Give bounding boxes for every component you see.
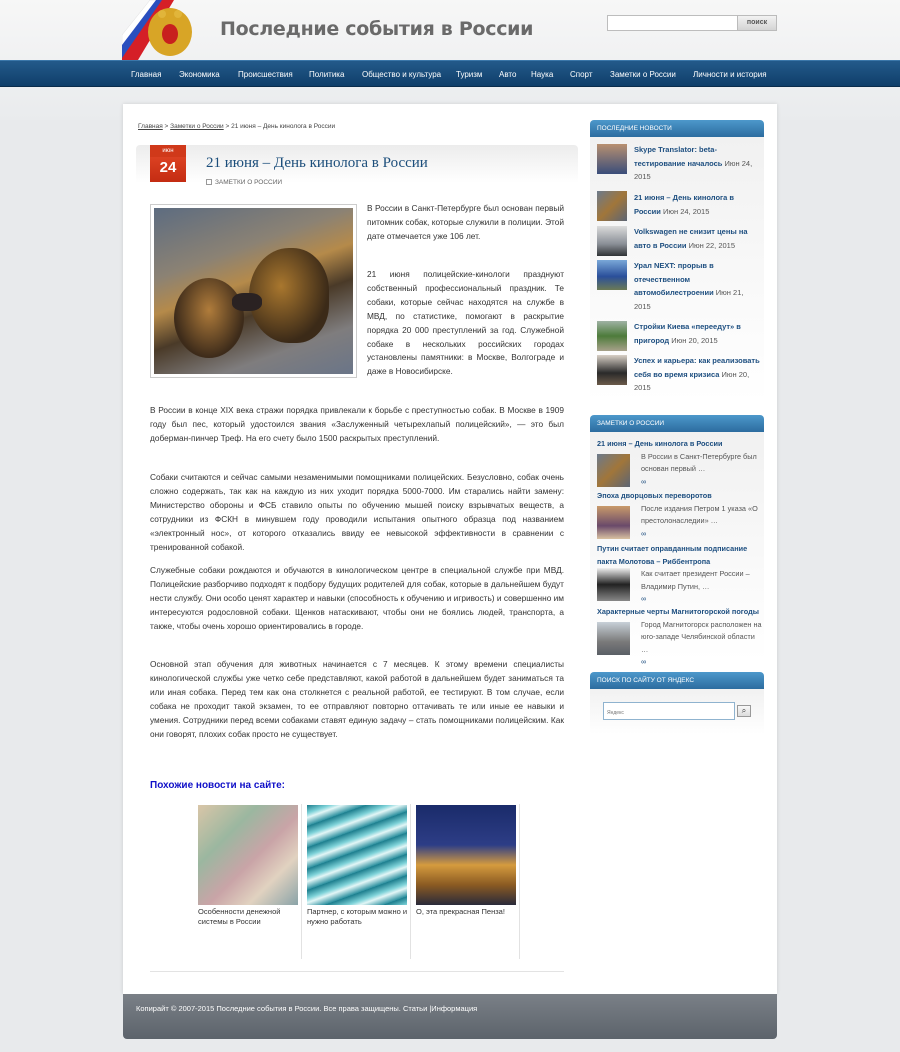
post-category-link[interactable]: ЗАМЕТКИ О РОССИИ bbox=[215, 179, 283, 186]
news-item bbox=[597, 320, 762, 347]
read-more-link[interactable]: ∞ bbox=[641, 594, 647, 603]
tiles-thumbnail[interactable] bbox=[307, 805, 407, 905]
notes-thumbnail[interactable] bbox=[597, 622, 630, 655]
post-paragraph: Основной этап обучения для животных начинается с 7 месяцев. К этому времени специалисты кинологической службы уже четко себе представляют, какой работой в дальнейшем будет заниматься та или иная собака. Перед тем как она столкнется с реальной работой, ее тестируют. В том случае, если собака не проходит такой экзамен, то ее отправляют повторно оттачивать те или иные ее навыки и умения. Сотрудники перед всеми собаками ставят единую задачу – стать помощниками полицейским. Как они говорят, плохих собак просто не существует. bbox=[150, 659, 564, 739]
notes-item-text: Как считает президент России – Владимир Путин, … bbox=[641, 569, 750, 591]
breadcrumb-current: 21 июня – День кинолога в России bbox=[231, 123, 336, 130]
notes-item-title[interactable]: 21 июня – День кинолога в России bbox=[597, 439, 723, 448]
news-item-title[interactable]: Стройки Киева «переедут» в пригород bbox=[634, 322, 741, 345]
site-title[interactable]: Последние события в России bbox=[220, 18, 534, 40]
news-item-title[interactable]: Урал NEXT: прорыв в отечественном автомобилестроении bbox=[634, 261, 714, 297]
news-item-date: Июн 22, 2015 bbox=[688, 240, 736, 250]
notes-item-title[interactable]: Путин считает оправданным подписание пакта Молотова – Риббентропа bbox=[597, 544, 748, 566]
notes-item-text: После издания Петром 1 указа «О престолонаследии» … bbox=[641, 503, 758, 525]
news-item bbox=[597, 143, 762, 184]
divider bbox=[150, 971, 564, 972]
notes-thumbnail[interactable] bbox=[597, 506, 630, 539]
news-item-date: Июн 24, 2015 bbox=[662, 206, 710, 216]
news-item bbox=[597, 259, 762, 313]
read-more-link[interactable]: ∞ bbox=[641, 657, 647, 666]
breadcrumb bbox=[138, 123, 335, 130]
notes-item-title[interactable]: Эпоха дворцовых переворотов bbox=[597, 491, 712, 500]
read-more-link[interactable]: ∞ bbox=[641, 528, 647, 538]
yandex-search-input[interactable] bbox=[603, 702, 735, 720]
news-item-date: Июн 24, 2015 bbox=[634, 158, 753, 181]
news-item-date: Июн 21, 2015 bbox=[634, 288, 744, 311]
news-item-title[interactable]: Skype Translator: beta-тестирование началось bbox=[634, 145, 723, 168]
nav-item-science[interactable]: Наука bbox=[531, 70, 554, 79]
news-item-title[interactable]: Успех и карьера: как реализовать себя во время кризиса bbox=[634, 356, 760, 379]
notes-item-title[interactable]: Характерные черты Магнитогорской погоды bbox=[597, 607, 759, 616]
post-title[interactable]: 21 июня – День кинолога в России bbox=[206, 155, 428, 171]
related-item-caption[interactable]: Особенности денежной системы в России bbox=[198, 907, 281, 926]
nav-item-home[interactable]: Главная bbox=[131, 70, 162, 79]
search-icon[interactable]: ⌕ bbox=[737, 705, 751, 717]
breadcrumb-separator: > bbox=[162, 123, 171, 130]
post-paragraph: Собаки считаются и сейчас самыми незаменимыми помощниками полицейских. Безусловно, собак очень сложно содержать, так как на каждую из них уходит порядка 5000-7000. Им старались найти замену: Министерство обороны и ФСБ ставило опыты по обучению мышей поиску взрывчатых веществ, а сотрудники из ФСКН в минувшем году проводили испытания опытного образца под названием «электронный нос», от которого отказались ввиду ее невысокой эффективности в сравнении с тренированной собакой. bbox=[150, 472, 564, 552]
footer-copyright: Копирайт © 2007-2015 Последние события в России. Все права защищены. Статьи |Информация bbox=[136, 1004, 478, 1013]
related-item[interactable] bbox=[415, 804, 520, 959]
related-item[interactable] bbox=[197, 804, 302, 959]
post-image bbox=[150, 204, 357, 378]
nav-item-economy[interactable]: Экономика bbox=[179, 70, 220, 79]
breadcrumb-home[interactable]: Главная bbox=[138, 123, 163, 130]
nav-item-notes[interactable]: Заметки о России bbox=[610, 70, 676, 79]
russian-coat-of-arms-logo[interactable] bbox=[122, 0, 200, 60]
notes-item-text: В России в Санкт-Петербурге был основан первый … bbox=[641, 451, 757, 473]
post-paragraph: В России в конце XIX века стражи порядка привлекали к борьбе с преступностью собак. В Москве в 1909 году был пес, который удостоился звания «Заслуженный четырехлапый полицейский», — это был доберман-пинчер Треф. На его счету было 1500 раскрытых преступлений. bbox=[150, 405, 564, 443]
footer bbox=[123, 994, 777, 1039]
notes-thumbnail[interactable] bbox=[597, 568, 630, 601]
related-item[interactable] bbox=[306, 804, 411, 959]
folder-icon bbox=[206, 179, 212, 185]
nav-item-incidents[interactable]: Происшествия bbox=[238, 70, 293, 79]
news-item-title[interactable]: Volkswagen не снизит цены на авто в России bbox=[634, 227, 748, 250]
news-item bbox=[597, 354, 762, 395]
notes-thumbnail[interactable] bbox=[597, 454, 630, 487]
search-input[interactable] bbox=[607, 15, 738, 31]
notes-item-text: Город Магнитогорск расположен на юго-западе Челябинской области … bbox=[641, 619, 762, 654]
nav-item-sport[interactable]: Спорт bbox=[570, 70, 593, 79]
notes-header: ЗАМЕТКИ О РОССИИ bbox=[590, 415, 764, 432]
related-item-caption[interactable]: Партнер, с которым можно и нужно работать bbox=[307, 907, 408, 926]
yandex-search-header: ПОИСК ПО САЙТУ ОТ ЯНДЕКС bbox=[590, 672, 764, 689]
news-item-title[interactable]: 21 июня – День кинолога в России bbox=[634, 193, 735, 216]
post-category bbox=[206, 179, 282, 186]
post-paragraph: 21 июня полицейские-кинологи празднуют собственный профессиональный праздник. Те собаки, которые сейчас находятся на службе в МВД, по статистике, помогают в раскрытие порядка 20 000 преступлений за год. Служебной собаке в нескольких российских городах установлены памятники: в Москве, Волгограде и даже в Новосибирске. bbox=[367, 269, 564, 377]
main-navbar bbox=[0, 60, 900, 87]
post-paragraph: Служебные собаки рождаются и обучаются в кинологическом центре в специальной службе при МВД. Полицейские разборчиво подходят к подбору будущих родителей для собак, которые в дальнейшем будут нести службу. Они особо ценят характер и навыки (способность к обучению и игривость) и совершенно им интересуются родословной собаки. Щенков натаскивают, чтобы они не боялись людей, транспорта, а также, чтобы очень хорошо ориентировались в городе. bbox=[150, 565, 564, 631]
money-thumbnail[interactable] bbox=[198, 805, 298, 905]
nav-item-society[interactable]: Общество и культура bbox=[362, 70, 442, 79]
related-news-title: Похожие новости на сайте: bbox=[150, 780, 285, 791]
search-button[interactable]: поиск bbox=[737, 15, 777, 31]
related-item-caption[interactable]: О, эта прекрасная Пенза! bbox=[416, 907, 505, 916]
nav-item-persons[interactable]: Личности и история bbox=[693, 70, 767, 79]
post-date-day: 24 bbox=[159, 159, 177, 176]
news-item bbox=[597, 225, 762, 252]
latest-news-header: ПОСЛЕДНИЕ НОВОСТИ bbox=[590, 120, 764, 137]
nav-item-auto[interactable]: Авто bbox=[499, 70, 517, 79]
building-thumbnail[interactable] bbox=[416, 805, 516, 905]
news-item-date: Июн 20, 2015 bbox=[634, 369, 750, 392]
read-more-link[interactable]: ∞ bbox=[641, 476, 647, 486]
news-item-date: Июн 20, 2015 bbox=[671, 335, 718, 345]
police-dog-photo bbox=[154, 208, 353, 374]
nav-item-tourism[interactable]: Туризм bbox=[456, 70, 483, 79]
news-item bbox=[597, 191, 762, 218]
breadcrumb-section[interactable]: Заметки о России bbox=[170, 123, 224, 130]
post-date-badge bbox=[150, 145, 186, 182]
breadcrumb-separator: > bbox=[223, 123, 232, 130]
nav-item-politics[interactable]: Политика bbox=[309, 70, 345, 79]
post-date-month: июн bbox=[150, 145, 186, 157]
site-header bbox=[0, 0, 900, 60]
post-paragraph: В России в Санкт-Петербурге был основан первый питомник собак, которые служили в полиции. Этой дате отмечается уже 106 лет. bbox=[367, 203, 564, 241]
